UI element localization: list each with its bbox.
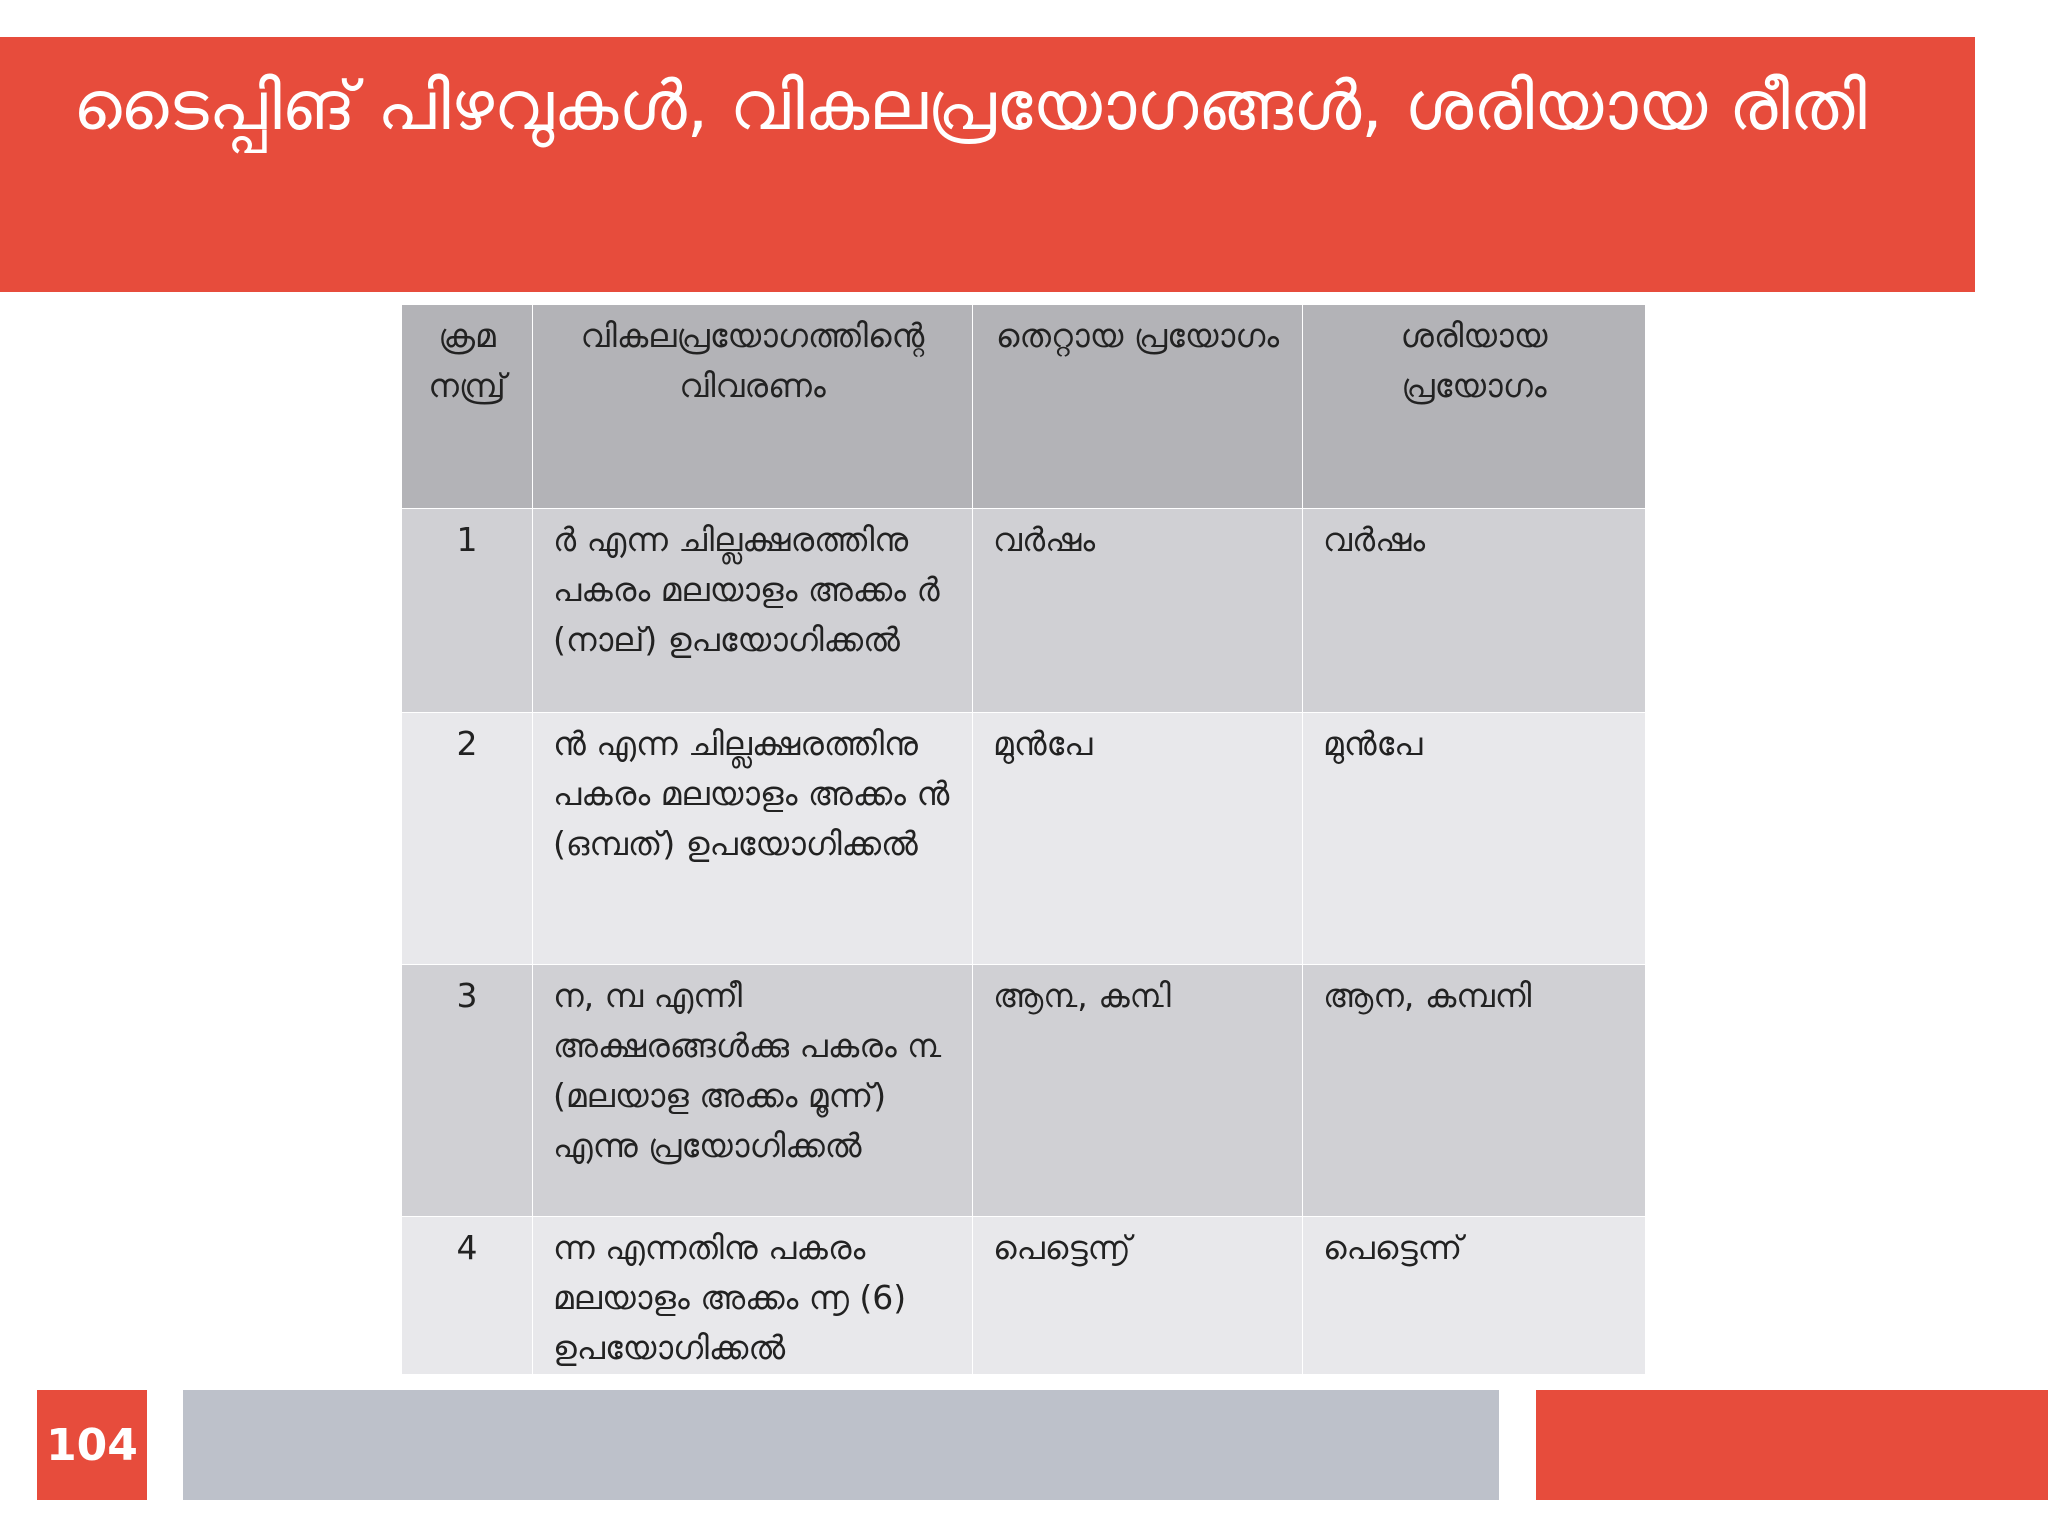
footer-red-bar <box>1536 1390 2048 1500</box>
cell-correct-usage: വർഷം <box>1303 509 1646 713</box>
header-correct-usage: ശരിയായ പ്രയോഗം <box>1303 305 1646 509</box>
footer-gray-bar <box>183 1390 1499 1500</box>
comparison-table <box>401 304 1646 1375</box>
cell-correct-usage: മുൻപേ <box>1303 713 1646 965</box>
cell-wrong-usage: ആ൩, ക൩ി <box>973 965 1303 1217</box>
cell-description: ന്‍ എന്ന ചില്ലക്ഷരത്തിനു പകരം മലയാളം അക്കം ൻ (ഒമ്പത്) ഉപയോഗിക്കൽ <box>533 713 973 965</box>
header-wrong-usage: തെറ്റായ പ്രയോഗം <box>973 305 1303 509</box>
cell-wrong-usage: പെട്ടെ൬് <box>973 1217 1303 1375</box>
cell-serial-number: 2 <box>402 713 533 965</box>
page-number: 104 <box>46 1419 138 1471</box>
cell-description: ന, മ്പ എന്നീ അക്ഷരങ്ങൾക്കു പകരം ൩ (മലയാള അക്കം മൂന്ന്) എന്നു പ്രയോഗിക്കൽ <box>533 965 973 1217</box>
cell-correct-usage: ആന, കമ്പനി <box>1303 965 1646 1217</box>
table-header-row <box>402 305 1646 509</box>
table-row <box>402 1217 1646 1375</box>
cell-serial-number: 1 <box>402 509 533 713</box>
table-row <box>402 509 1646 713</box>
slide-title: ടൈപ്പിങ് പിഴവുകൾ, വികലപ്രയോഗങ്ങൾ, ശരിയായ രീതി <box>73 67 1867 146</box>
page-number-badge <box>37 1390 147 1500</box>
cell-wrong-usage: മുൻപേ <box>973 713 1303 965</box>
header-serial-number: ക്രമ നമ്പ്ര് <box>402 305 533 509</box>
cell-description: ര്‍ എന്ന ചില്ലക്ഷരത്തിനു പകരം മലയാളം അക്കം ർ (നാല്) ഉപയോഗിക്കൽ <box>533 509 973 713</box>
cell-correct-usage: പെട്ടെന്ന് <box>1303 1217 1646 1375</box>
table-row <box>402 713 1646 965</box>
cell-serial-number: 4 <box>402 1217 533 1375</box>
cell-serial-number: 3 <box>402 965 533 1217</box>
comparison-table-container <box>401 304 1646 1375</box>
cell-wrong-usage: വർഷം <box>973 509 1303 713</box>
cell-description: ന്ന എന്നതിനു പകരം മലയാളം അക്കം ൬ (6) ഉപയോഗിക്കൽ <box>533 1217 973 1375</box>
header-description: വികലപ്രയോഗത്തിന്റെ വിവരണം <box>533 305 973 509</box>
table-row <box>402 965 1646 1217</box>
